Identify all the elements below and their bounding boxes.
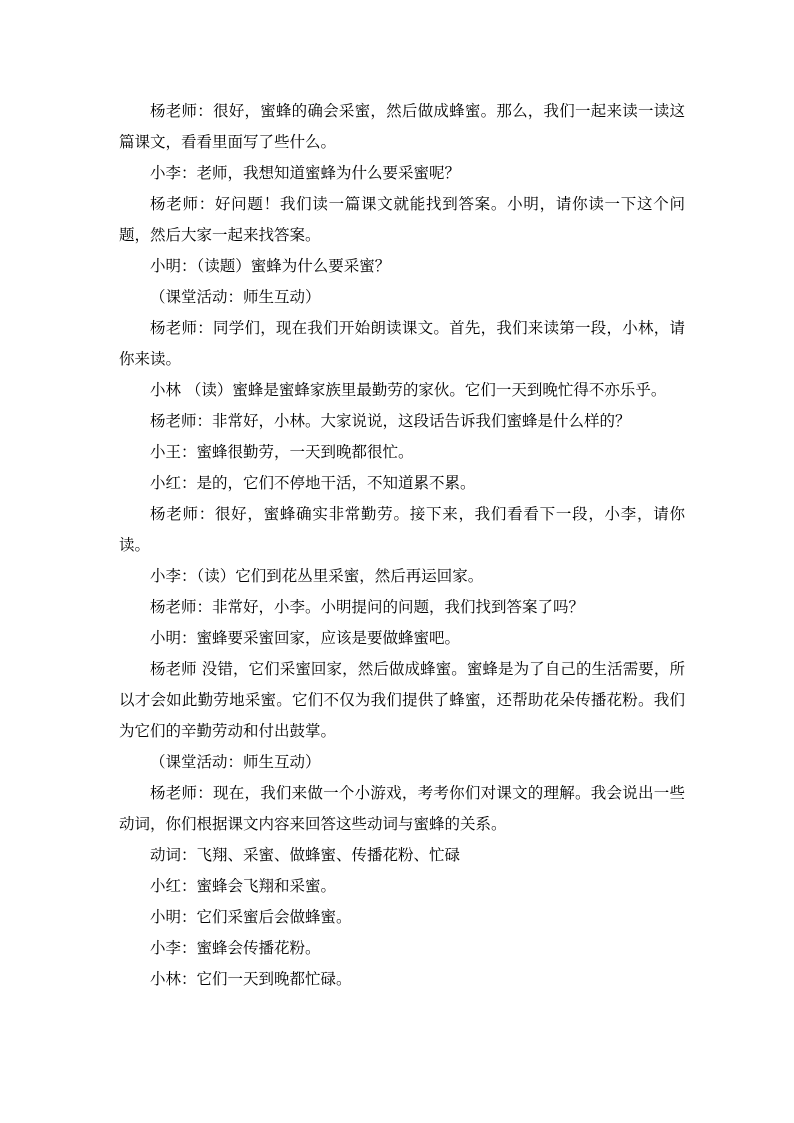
dialogue-paragraph: 小李：蜜蜂会传播花粉。	[150, 939, 321, 957]
dialogue-paragraph: 小红：是的，它们不停地干活，不知道累不累。	[150, 474, 476, 492]
dialogue-paragraph: 小李：老师，我想知道蜜蜂为什么要采蜜呢？	[150, 164, 461, 182]
dialogue-paragraph: 杨老师：现在，我们来做一个小游戏，考考你们对课文的理解。我会说出一些动词，你们根据课文内容来回答这些动词与蜜蜂的关系。	[119, 784, 685, 833]
dialogue-paragraph: 小林 （读）蜜蜂是蜜蜂家族里最勤劳的家伙。它们一天到晚忙得不亦乐乎。	[150, 381, 667, 399]
dialogue-paragraph: 杨老师：同学们，现在我们开始朗读课文。首先，我们来读第一段，小林，请你来读。	[119, 319, 685, 368]
dialogue-paragraph: 杨老师：很好，蜜蜂确实非常勤劳。接下来，我们看看下一段，小李，请你读。	[119, 505, 685, 554]
dialogue-paragraph: 小林：它们一天到晚都忙碌。	[150, 970, 352, 988]
activity-note: （课堂活动：师生互动）	[150, 288, 321, 306]
dialogue-paragraph: 小王：蜜蜂很勤劳，一天到晚都很忙。	[150, 443, 414, 461]
dialogue-paragraph: 杨老师：好问题！我们读一篇课文就能找到答案。小明，请你读一下这个问题，然后大家一起来找答案。	[119, 195, 685, 244]
dialogue-paragraph: 杨老师：非常好，小李。小明提问的问题，我们找到答案了吗？	[150, 598, 585, 616]
document-page	[119, 96, 685, 995]
dialogue-paragraph: 杨老师 没错，它们采蜜回家，然后做成蜂蜜。蜜蜂是为了自己的生活需要，所以才会如此勤劳地采蜜。它们不仅为我们提供了蜂蜜，还帮助花朵传播花粉。我们为它们的辛勤劳动和付出鼓掌。	[119, 660, 685, 740]
dialogue-paragraph: 小明：（读题）蜜蜂为什么要采蜜？	[150, 257, 391, 275]
activity-note: （课堂活动：师生互动）	[150, 753, 321, 771]
dialogue-paragraph: 小明：它们采蜜后会做蜂蜜。	[150, 908, 352, 926]
dialogue-paragraph: 小明：蜜蜂要采蜜回家，应该是要做蜂蜜吧。	[150, 629, 461, 647]
dialogue-paragraph: 杨老师：非常好，小林。大家说说，这段话告诉我们蜜蜂是什么样的？	[150, 412, 631, 430]
dialogue-paragraph: 小红：蜜蜂会飞翔和采蜜。	[150, 877, 337, 895]
dialogue-paragraph: 杨老师：很好，蜜蜂的确会采蜜，然后做成蜂蜜。那么，我们一起来读一读这篇课文，看看里面写了些什么。	[119, 102, 685, 151]
verb-list: 动词：飞翔、采蜜、做蜂蜜、传播花粉、忙碌	[150, 846, 461, 864]
dialogue-paragraph: 小李：（读）它们到花丛里采蜜，然后再运回家。	[150, 567, 484, 585]
